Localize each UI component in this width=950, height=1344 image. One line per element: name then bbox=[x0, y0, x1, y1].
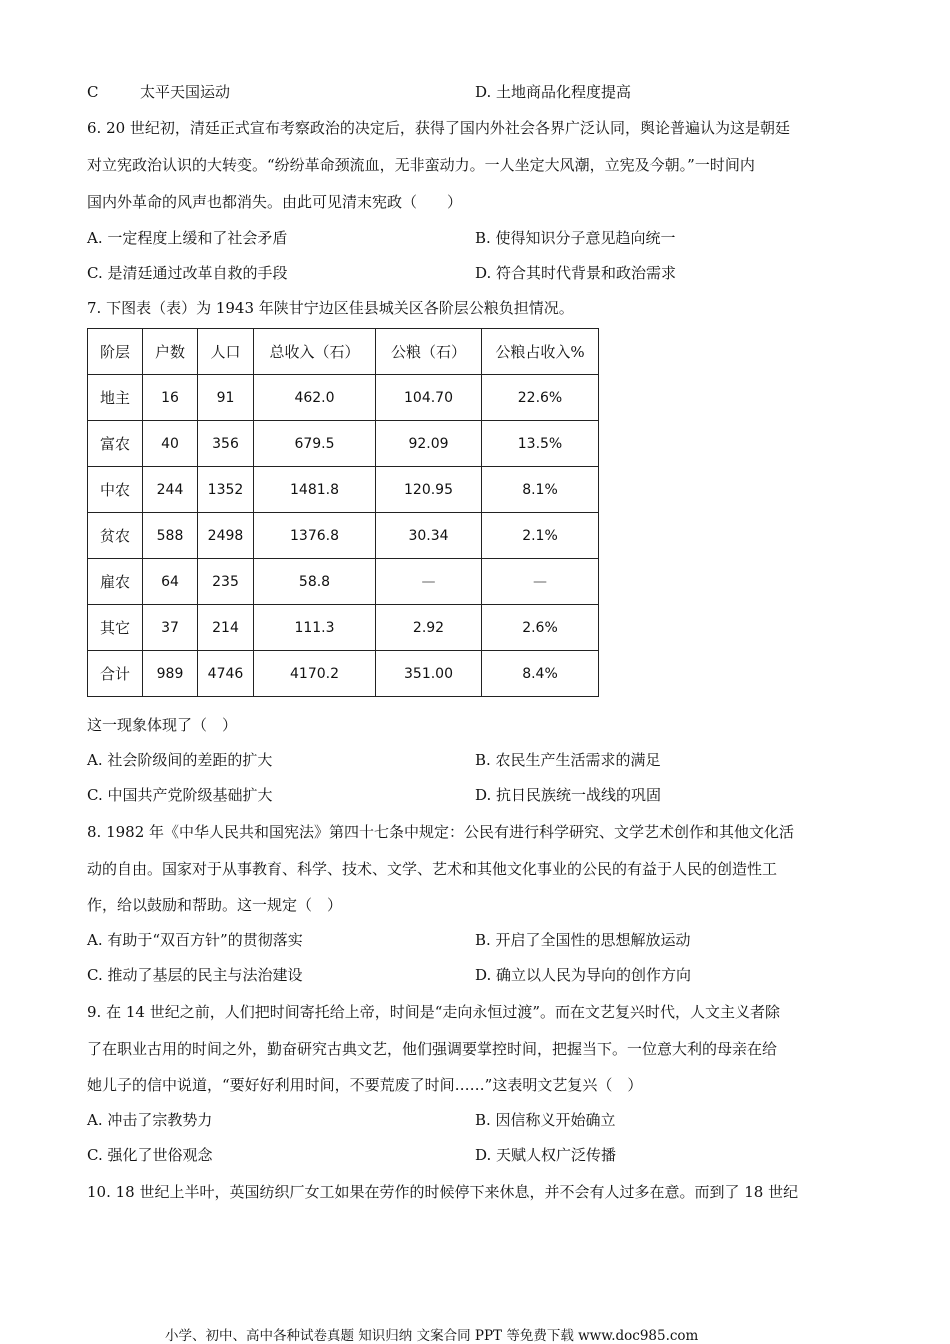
table-cell: 351.00 bbox=[376, 651, 482, 697]
q9-option-d: D. 天赋人权广泛传播 bbox=[475, 1146, 617, 1164]
table-row bbox=[88, 375, 599, 421]
table-cell: 104.70 bbox=[376, 375, 482, 421]
q8-stem-line-1: 8. 1982 年《中华人民共和国宪法》第四十七条中规定：公民有进行科学研究、文学艺术创作和其他文化活 bbox=[87, 823, 795, 841]
q8-stem-line-2: 动的自由。国家对于从事教育、科学、技术、文学、艺术和其他文化事业的公民的有益于人民的创造性工 bbox=[87, 860, 778, 878]
q6-stem-line-3: 国内外革命的风声也都消失。由此可见清末宪政（ ） bbox=[87, 193, 463, 211]
q7-option-b: B. 农民生产生活需求的满足 bbox=[475, 751, 661, 769]
q6-stem-line-1: 6. 20 世纪初，清廷正式宣布考察政治的决定后，获得了国内外社会各界广泛认同，舆论普遍认为这是朝廷 bbox=[87, 119, 790, 137]
table-header-cell: 总收入（石） bbox=[254, 329, 376, 375]
table-cell: 富农 bbox=[88, 421, 143, 467]
q6-option-c: C. 是清廷通过改革自救的手段 bbox=[87, 264, 288, 282]
table-cell: 64 bbox=[143, 559, 198, 605]
table-cell: — bbox=[482, 559, 599, 605]
table-header-cell: 人口 bbox=[198, 329, 254, 375]
q5-option-d: D. 土地商品化程度提高 bbox=[475, 83, 632, 101]
q8-option-c: C. 推动了基层的民主与法治建设 bbox=[87, 966, 303, 984]
table-cell: 37 bbox=[143, 605, 198, 651]
table-cell: 58.8 bbox=[254, 559, 376, 605]
table-cell: 4746 bbox=[198, 651, 254, 697]
table-cell: 235 bbox=[198, 559, 254, 605]
q5-option-c-letter: C bbox=[87, 83, 99, 101]
table-cell: 111.3 bbox=[254, 605, 376, 651]
table-row bbox=[88, 513, 599, 559]
q6-option-a: A. 一定程度上缓和了社会矛盾 bbox=[87, 229, 288, 247]
table-cell: 合计 bbox=[88, 651, 143, 697]
table-cell: 1352 bbox=[198, 467, 254, 513]
q7-stem: 7. 下图表（表）为 1943 年陕甘宁边区佳县城关区各阶层公粮负担情况。 bbox=[87, 299, 574, 317]
table-cell: 雇农 bbox=[88, 559, 143, 605]
table-row bbox=[88, 651, 599, 697]
table-cell: 91 bbox=[198, 375, 254, 421]
q7-option-c: C. 中国共产党阶级基础扩大 bbox=[87, 786, 273, 804]
table-cell: 1376.8 bbox=[254, 513, 376, 559]
q10-stem-line-1: 10. 18 世纪上半叶，英国纺织厂女工如果在劳作的时候停下来休息，并不会有人过多在意。而到了 18 世纪 bbox=[87, 1183, 799, 1201]
q6-option-b: B. 使得知识分子意见趋向统一 bbox=[475, 229, 676, 247]
table-cell: 588 bbox=[143, 513, 198, 559]
table-cell: 40 bbox=[143, 421, 198, 467]
q6-stem-line-2: 对立宪政治认识的大转变。“纷纷革命颈流血，无非蛮动力。一人坐定大风潮，立宪及今朝。”一时间内 bbox=[87, 156, 755, 174]
table-header-row bbox=[88, 329, 599, 375]
table-row bbox=[88, 421, 599, 467]
q8-option-a: A. 有助于“双百方针”的贯彻落实 bbox=[87, 931, 303, 949]
table-cell: 1481.8 bbox=[254, 467, 376, 513]
table-cell: 22.6% bbox=[482, 375, 599, 421]
table-cell: 462.0 bbox=[254, 375, 376, 421]
table-cell: 120.95 bbox=[376, 467, 482, 513]
table-cell: 贫农 bbox=[88, 513, 143, 559]
q8-option-d: D. 确立以人民为导向的创作方向 bbox=[475, 966, 692, 984]
q9-option-c: C. 强化了世俗观念 bbox=[87, 1146, 213, 1164]
q8-stem-line-3: 作，给以鼓励和帮助。这一规定（ ） bbox=[87, 896, 343, 914]
table-cell: 214 bbox=[198, 605, 254, 651]
table-cell: 989 bbox=[143, 651, 198, 697]
table-cell: 8.1% bbox=[482, 467, 599, 513]
table-cell: 2.92 bbox=[376, 605, 482, 651]
page-footer: 小学、初中、高中各种试卷真题 知识归纳 文案合同 PPT 等免费下载 www.doc985.com bbox=[165, 1328, 699, 1344]
q9-option-a: A. 冲击了宗教势力 bbox=[87, 1111, 213, 1129]
table-cell: 地主 bbox=[88, 375, 143, 421]
table-row bbox=[88, 467, 599, 513]
q8-option-b: B. 开启了全国性的思想解放运动 bbox=[475, 931, 691, 949]
q5-option-c bbox=[87, 81, 230, 102]
table-cell: 4170.2 bbox=[254, 651, 376, 697]
table-cell: 2.1% bbox=[482, 513, 599, 559]
q5-option-c-text: 太平天国运动 bbox=[140, 83, 231, 101]
q9-option-b: B. 因信称义开始确立 bbox=[475, 1111, 616, 1129]
table-cell: — bbox=[376, 559, 482, 605]
table-cell: 8.4% bbox=[482, 651, 599, 697]
table-cell: 2498 bbox=[198, 513, 254, 559]
table-cell: 679.5 bbox=[254, 421, 376, 467]
table-header-cell: 户数 bbox=[143, 329, 198, 375]
table-cell: 2.6% bbox=[482, 605, 599, 651]
table-row bbox=[88, 559, 599, 605]
q7-after-table: 这一现象体现了（ ） bbox=[87, 716, 238, 734]
table-row bbox=[88, 605, 599, 651]
table-header-cell: 公粮占收入% bbox=[482, 329, 599, 375]
table-cell: 16 bbox=[143, 375, 198, 421]
q9-stem-line-1: 9. 在 14 世纪之前，人们把时间寄托给上帝，时间是“走向永恒过渡”。而在文艺复兴时代，人文主义者除 bbox=[87, 1003, 781, 1021]
q6-option-d: D. 符合其时代背景和政治需求 bbox=[475, 264, 677, 282]
q9-stem-line-2: 了在职业古用的时间之外，勤奋研究古典文艺，他们强调要掌控时间，把握当下。一位意大利的母亲在给 bbox=[87, 1040, 778, 1058]
q7-option-d: D. 抗日民族统一战线的巩固 bbox=[475, 786, 662, 804]
table-header-cell: 公粮（石） bbox=[376, 329, 482, 375]
grain-burden-table bbox=[87, 328, 599, 697]
table-cell: 中农 bbox=[88, 467, 143, 513]
table-cell: 356 bbox=[198, 421, 254, 467]
q9-stem-line-3: 她儿子的信中说道，“要好好利用时间，不要荒废了时间……”这表明文艺复兴（ ） bbox=[87, 1076, 643, 1094]
q7-option-a: A. 社会阶级间的差距的扩大 bbox=[87, 751, 273, 769]
table-cell: 其它 bbox=[88, 605, 143, 651]
table-cell: 92.09 bbox=[376, 421, 482, 467]
table-cell: 13.5% bbox=[482, 421, 599, 467]
table-cell: 244 bbox=[143, 467, 198, 513]
table-header-cell: 阶层 bbox=[88, 329, 143, 375]
table-cell: 30.34 bbox=[376, 513, 482, 559]
